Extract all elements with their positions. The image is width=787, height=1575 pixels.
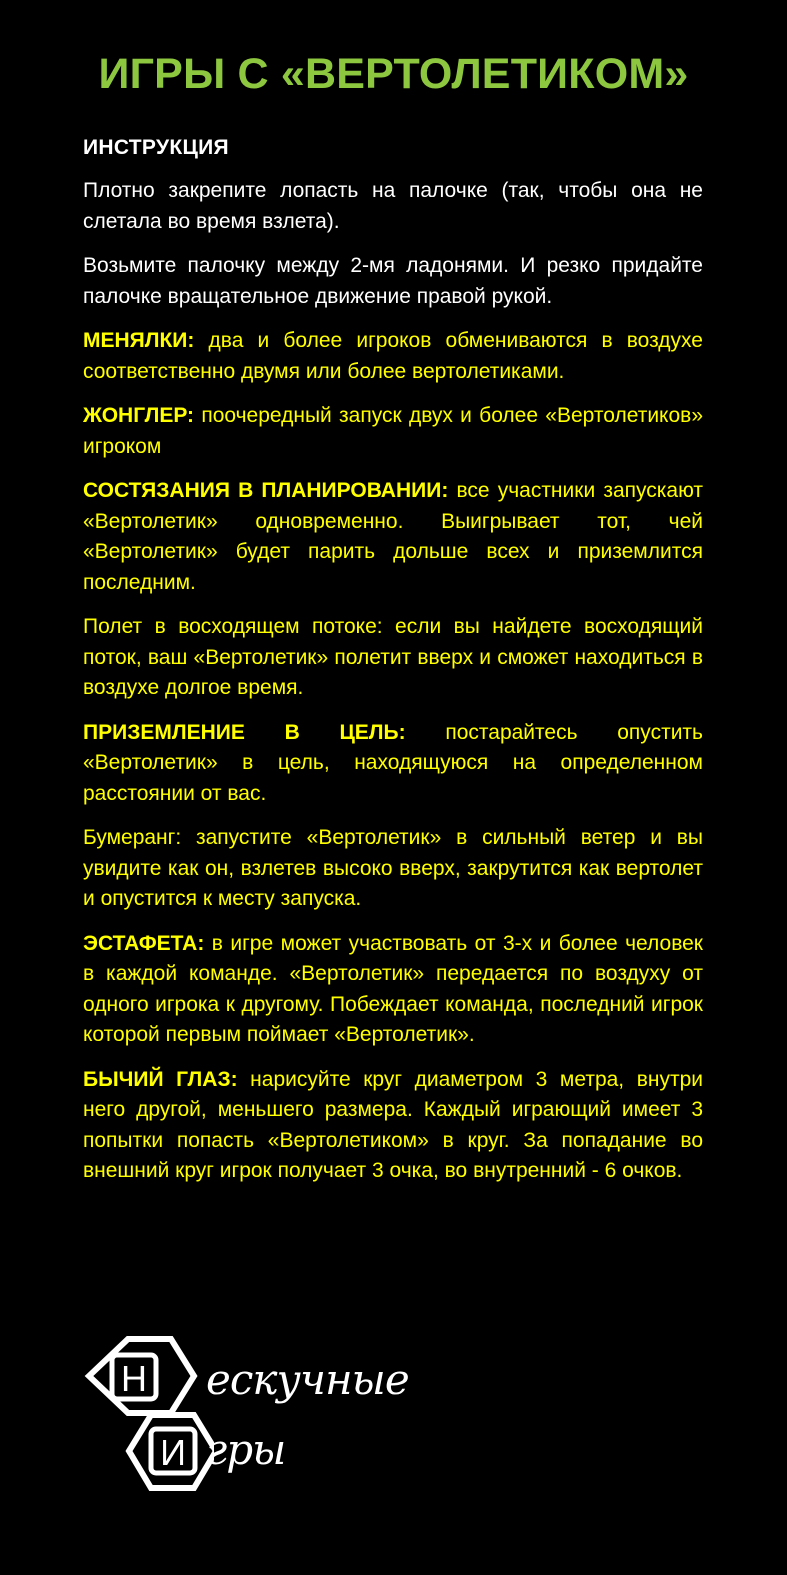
hexagon-logo-icon — [84, 1333, 214, 1503]
game-description: в игре может участвовать от 3-х и более человек в каждой команде. «Вертолетик» передается по воздуху от одного игрока к другому. Побеждает команда, последний игрок которой первым поймает «Вертолетик». — [83, 931, 703, 1046]
game-paragraph — [83, 326, 703, 387]
game-description: Бумеранг: запустите «Вертолетик» в сильный ветер и вы увидите как он, взлетев высоко вверх, закрутится как вертолет и опустится к месту запуска. — [83, 826, 703, 910]
logo-word-bottom: гры — [206, 1425, 286, 1474]
instruction-heading: ИНСТРУКЦИЯ — [83, 136, 229, 159]
content — [83, 136, 703, 1201]
game-description: поочередный запуск двух и более «Вертолетиков» игроком — [83, 404, 703, 458]
game-paragraph — [83, 476, 703, 598]
game-description: два и более игроков обмениваются в воздухе соответственно двумя или более вертолетиками. — [83, 329, 703, 383]
game-paragraph — [83, 612, 703, 704]
logo-letter-top: Н — [121, 1358, 147, 1399]
game-description: постарайтесь опустить «Вертолетик» в цель, находящуюся на определенном расстоянии от вас. — [83, 720, 703, 805]
game-name: МЕНЯЛКИ: — [83, 329, 195, 352]
game-paragraph — [83, 718, 703, 810]
logo-letter-bottom: И — [160, 1432, 186, 1473]
game-name: БЫЧИЙ ГЛАЗ: — [83, 1067, 238, 1091]
game-name: ЭСТАФЕТА: — [83, 931, 205, 955]
instruction-paragraph-2: Возьмите палочку между 2-мя ладонями. И резко придайте палочке вращательное движение правой рукой. — [83, 254, 703, 308]
game-name: ПРИЗЕМЛЕНИЕ В ЦЕЛЬ: — [83, 720, 406, 744]
page-title: ИГРЫ С «ВЕРТОЛЕТИКОМ» — [98, 50, 689, 98]
game-paragraph — [83, 823, 703, 915]
game-paragraph — [83, 929, 703, 1051]
brand-logo — [84, 1333, 409, 1503]
game-description: нарисуйте круг диаметром 3 метра, внутри него другой, меньшего размера. Каждый играющий имеет 3 попытки попасть «Вертолетиком» в круг. За попадание во внешний круг игрок получает 3 очка, во внутренний - 6 очков. — [83, 1067, 703, 1182]
game-paragraph — [83, 401, 703, 462]
game-name: ЖОНГЛЕР: — [83, 404, 195, 427]
game-name: СОСТЯЗАНИЯ В ПЛАНИРОВАНИИ: — [83, 479, 449, 502]
game-description: все участники запускают «Вертолетик» одновременно. Выигрывает тот, чей «Вертолетик» будет парить дольше всех и приземлится последним. — [83, 479, 703, 594]
instruction-paragraph-1: Плотно закрепите лопасть на палочке (так, чтобы она не слетала во время взлета). — [83, 179, 703, 233]
game-description: Полет в восходящем потоке: если вы найдете восходящий поток, ваш «Вертолетик» полетит вверх и сможет находиться в воздухе долгое время. — [83, 615, 703, 699]
logo-word-top: ескучные — [206, 1355, 409, 1404]
game-paragraph — [83, 1065, 703, 1187]
